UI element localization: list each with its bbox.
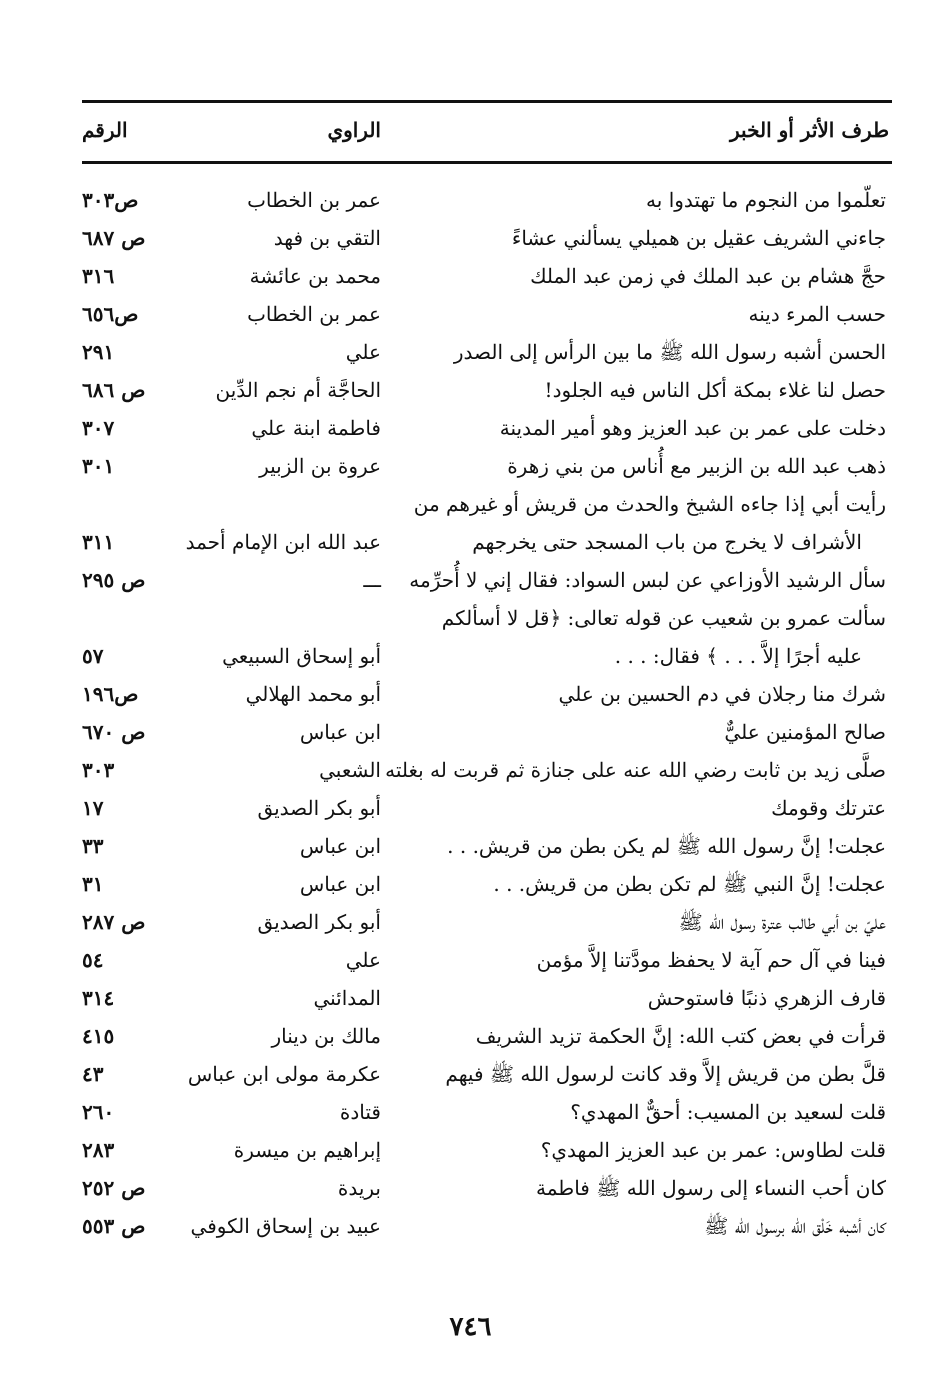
- row-narrator: المدائني: [313, 986, 381, 1010]
- row-number: ص٣٠٣: [82, 188, 139, 212]
- row-text-line: الحسن أشبه رسول الله ﷺ ما بين الرأس إلى الصدر: [453, 340, 886, 364]
- row-narrator: التقي بن فهد: [273, 226, 381, 250]
- row-number: ص ٦٨٧: [82, 226, 146, 250]
- row-text: [446, 1017, 886, 1055]
- row-text: [413, 485, 886, 561]
- table-row: [0, 257, 941, 295]
- row-number: ص ٢٨٧: [82, 910, 146, 934]
- table-row: [0, 599, 941, 675]
- row-narrator: عبد الله ابن الإمام أحمد: [185, 530, 381, 554]
- row-text: [446, 941, 886, 979]
- row-text-line: سألت عمرو بن شعيب عن قوله تعالى: ﴿قل لا أسألكم: [441, 606, 886, 630]
- table-row: [0, 941, 941, 979]
- top-rule: [82, 100, 892, 103]
- row-narrator: قتادة: [339, 1100, 381, 1124]
- page-number: ٧٤٦: [449, 1312, 492, 1342]
- row-text: [446, 865, 886, 903]
- row-number: ٤٣: [82, 1062, 104, 1086]
- table-row: [0, 1093, 941, 1131]
- row-text: [446, 371, 886, 409]
- row-text: [446, 409, 886, 447]
- header-number-label: الرقم: [82, 118, 128, 142]
- row-number: ٣١٤: [82, 986, 115, 1010]
- table-row: [0, 371, 941, 409]
- table-row: [0, 447, 941, 485]
- row-number: ٣٠١: [82, 454, 115, 478]
- table-row: [0, 333, 941, 371]
- row-narrator: عكرمة مولى ابن عباس: [187, 1062, 381, 1086]
- row-text-line: سأل الرشيد الأوزاعي عن لبس السواد: فقال إني لا أُحرِّمه: [409, 568, 886, 592]
- row-number: ١٧: [82, 796, 104, 820]
- row-text-line: حسب المرء دينه: [748, 302, 886, 326]
- row-text-line: عجلت! إنَّ رسول الله ﷺ لم يكن بطن من قريش. . .: [447, 834, 886, 858]
- row-text: [446, 903, 886, 941]
- row-number: ص ٢٩٥: [82, 568, 146, 592]
- row-number: ٢٩١: [82, 340, 115, 364]
- row-text: [446, 295, 886, 333]
- table-row: [0, 903, 941, 941]
- row-text: [446, 1055, 886, 1093]
- table-row: [0, 1055, 941, 1093]
- row-number: ص٦٥٦: [82, 302, 139, 326]
- row-number: ٢٨٣: [82, 1138, 115, 1162]
- row-narrator: عمر بن الخطاب: [247, 302, 381, 326]
- row-text: [446, 181, 886, 219]
- row-narrator: عمر بن الخطاب: [247, 188, 381, 212]
- header-text-label: طرف الأثر أو الخبر: [730, 118, 889, 142]
- table-row: [0, 789, 941, 827]
- row-narrator: فاطمة ابنة علي: [251, 416, 381, 440]
- row-text: [446, 789, 886, 827]
- row-number: ٢٦٠: [82, 1100, 115, 1124]
- row-text-line: عجلت! إنَّ النبي ﷺ لم تكن بطن من قريش. . .: [493, 872, 886, 896]
- row-text-line: قرأت في بعض كتب الله: إنَّ الحكمة تزيد الشريف: [475, 1024, 886, 1048]
- table-row: [0, 827, 941, 865]
- table-row: [0, 1131, 941, 1169]
- row-text: [446, 447, 886, 485]
- table-row: [0, 561, 941, 599]
- row-number: ٥٧: [82, 644, 104, 668]
- table-row: [0, 181, 941, 219]
- row-narrator: أبو إسحاق السبيعي: [222, 644, 381, 668]
- row-number: ٥٤: [82, 948, 104, 972]
- row-text: [446, 1093, 886, 1131]
- row-narrator: أبو بكر الصديق: [257, 796, 381, 820]
- row-text: [446, 333, 886, 371]
- header-rule: [82, 161, 892, 164]
- table-row: [0, 295, 941, 333]
- row-text-line: قلت لسعيد بن المسيب: أحقٌّ المهدي؟: [570, 1100, 886, 1124]
- row-narrator: أبو محمد الهلالي: [245, 682, 381, 706]
- row-number: ٣١٦: [82, 264, 115, 288]
- row-narrator: مالك بن دينار: [271, 1024, 381, 1048]
- row-text: [385, 751, 886, 789]
- row-text-line: فينا في آل حم آية لا يحفظ مودَّتنا إلاَّ مؤمن: [536, 948, 886, 972]
- row-narrator: بريدة: [337, 1176, 381, 1200]
- row-text-line: قلت لطاوس: عمر بن عبد العزيز المهدي؟: [540, 1138, 886, 1162]
- row-text-line: تعلّموا من النجوم ما تهتدوا به: [646, 188, 886, 212]
- row-text-line: صالح المؤمنين عليٌّ: [724, 720, 886, 744]
- row-narrator: ابن عباس: [299, 720, 381, 744]
- row-narrator: ابن عباس: [299, 872, 381, 896]
- header-narrator-label: الراوي: [327, 118, 381, 142]
- row-text-line: صلَّى زيد بن ثابت رضي الله عنه على جنازة ثم قربت له بغلته: [385, 758, 886, 782]
- row-number: ٣٠٧: [82, 416, 115, 440]
- row-text: [446, 979, 886, 1017]
- row-narrator: عبيد بن إسحاق الكوفي: [190, 1214, 381, 1238]
- row-narrator: إبراهيم بن ميسرة: [233, 1138, 381, 1162]
- table-row: [0, 713, 941, 751]
- row-text-line: كان أحب النساء إلى رسول الله ﷺ فاطمة: [536, 1176, 886, 1200]
- table-row: [0, 979, 941, 1017]
- row-number: ص ٥٥٣: [82, 1214, 146, 1238]
- row-text-line: جاءني الشريف عقيل بن هميلي يسألني عشاءً: [511, 226, 886, 250]
- row-narrator: ابن عباس: [299, 834, 381, 858]
- row-text-line: دخلت على عمر بن عبد العزيز وهو أمير المدينة: [499, 416, 886, 440]
- row-text-line: قارف الزهري ذنبًا فاستوحش: [647, 986, 886, 1010]
- row-number: ٣١: [82, 872, 104, 896]
- row-text-line: عترتك وقومك: [771, 796, 886, 820]
- row-narrator: عروة بن الزبير: [259, 454, 381, 478]
- row-number: ٤١٥: [82, 1024, 115, 1048]
- row-text-continuation: الأشراف لا يخرج من باب المسجد حتى يخرجهم: [472, 530, 862, 554]
- row-text-line: قلَّ بطن من قريش إلاَّ وقد كانت لرسول الله ﷺ فيهم: [445, 1062, 886, 1086]
- row-narrator: ـــ: [363, 568, 381, 592]
- table-row: [0, 865, 941, 903]
- row-text-line: شرك منا رجلان في دم الحسين بن علي: [558, 682, 886, 706]
- row-narrator: الشعبي: [319, 758, 381, 782]
- table-row: [0, 219, 941, 257]
- row-text-line: رأيت أبي إذا جاءه الشيخ والحدث من قريش أو غيرهم من: [413, 492, 886, 516]
- row-text: [446, 1207, 886, 1245]
- row-narrator: علي: [345, 340, 381, 364]
- row-number: ص ٦٧٠: [82, 720, 146, 744]
- row-narrator: علي: [345, 948, 381, 972]
- row-text: [441, 599, 886, 675]
- table-row: [0, 1207, 941, 1245]
- row-text-line: كان أشبه خَلْق الله برسول الله ﷺ: [704, 1214, 886, 1238]
- row-number: ٣٣: [82, 834, 104, 858]
- row-text: [446, 1131, 886, 1169]
- row-number: ص ٢٥٢: [82, 1176, 146, 1200]
- row-text-line: عليّ بن أبي طالب عترة رسول الله ﷺ: [678, 910, 886, 934]
- row-text-line: حجَّ هشام بن عبد الملك في زمن عبد الملك: [530, 264, 886, 288]
- row-text: [446, 675, 886, 713]
- row-text-continuation: عليه أجرًا إلاَّ . . . ﴾ فقال: . . .: [614, 644, 862, 668]
- row-text: [446, 827, 886, 865]
- row-text: [446, 713, 886, 751]
- table-row: [0, 1169, 941, 1207]
- row-text-line: حصل لنا غلاء بمكة أكل الناس فيه الجلود!: [544, 378, 886, 402]
- table-row: [0, 485, 941, 561]
- row-number: ٣١١: [82, 530, 115, 554]
- row-text: [446, 1169, 886, 1207]
- row-number: ٣٠٣: [82, 758, 115, 782]
- index-table: [0, 181, 941, 1245]
- table-row: [0, 751, 941, 789]
- row-text: [446, 219, 886, 257]
- table-row: [0, 409, 941, 447]
- table-row: [0, 1017, 941, 1055]
- row-text: [409, 561, 886, 599]
- row-narrator: محمد بن عائشة: [249, 264, 381, 288]
- row-number: ص١٩٦: [82, 682, 139, 706]
- row-text-line: ذهب عبد الله بن الزبير مع أُناس من بني زهرة: [507, 454, 886, 478]
- row-narrator: أبو بكر الصديق: [257, 910, 381, 934]
- row-text: [446, 257, 886, 295]
- row-number: ص ٦٨٦: [82, 378, 146, 402]
- row-narrator: الحاجَّة أم نجم الدِّين: [215, 378, 381, 402]
- table-row: [0, 675, 941, 713]
